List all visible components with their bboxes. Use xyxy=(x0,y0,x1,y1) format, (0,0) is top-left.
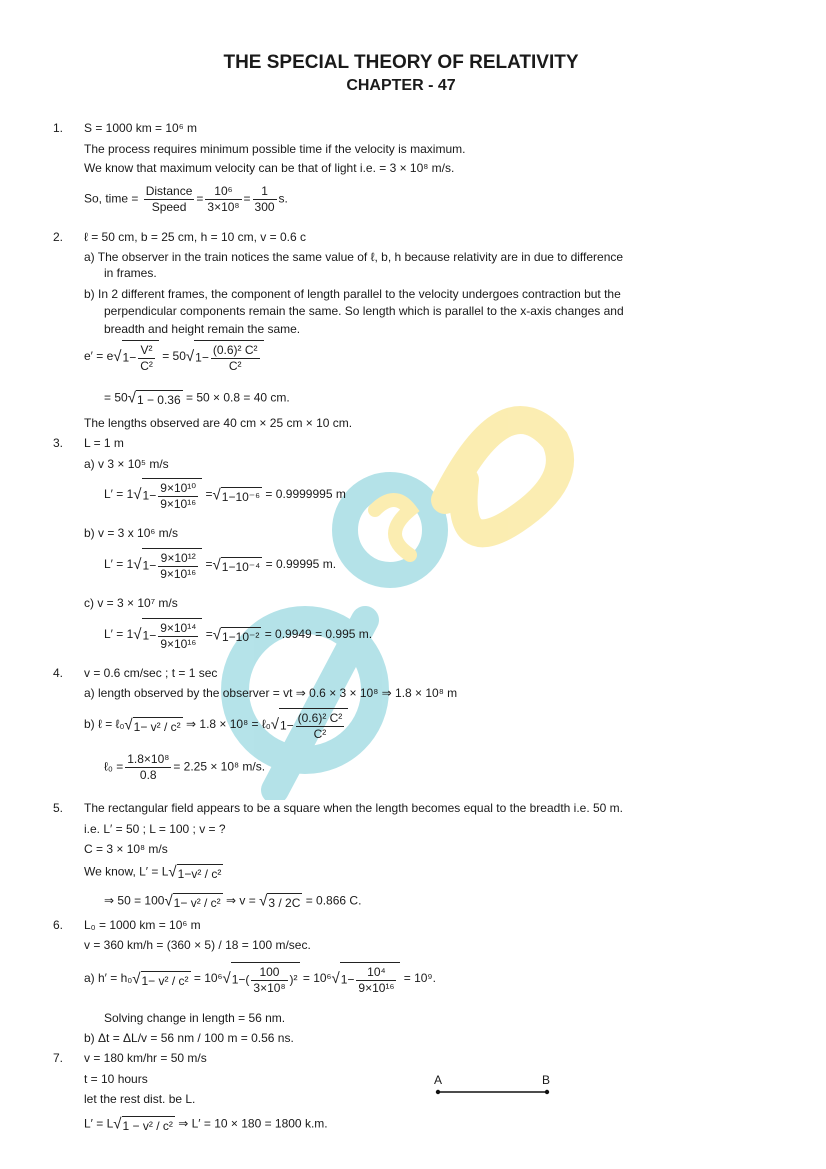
segment-diagram xyxy=(434,1073,554,1103)
math-term: 100 xyxy=(251,965,287,981)
text-line: c) v = 3 × 10⁷ m/s xyxy=(84,596,178,610)
math-term: 9×10¹² xyxy=(158,551,198,567)
fraction xyxy=(158,481,198,512)
equation xyxy=(104,752,265,783)
text-line: b) v = 3 x 10⁶ m/s xyxy=(84,526,178,540)
text-line: S = 1000 km = 10⁶ m xyxy=(84,121,197,135)
page-title: THE SPECIAL THEORY OF RELATIVITY xyxy=(223,52,579,73)
text-line: ℓ = 50 cm, b = 25 cm, h = 10 cm, v = 0.6 c xyxy=(84,230,306,244)
math-term: √ xyxy=(133,626,142,643)
math-term xyxy=(142,478,203,512)
text-line: The lengths observed are 40 cm × 25 cm × 10 cm. xyxy=(84,416,353,430)
math-term: a) h′ = h₀ xyxy=(84,971,133,986)
equation xyxy=(84,184,288,215)
text-line: in frames. xyxy=(104,266,157,280)
math-term xyxy=(231,962,300,996)
square-root xyxy=(213,487,263,504)
question-number: 6. xyxy=(53,918,64,932)
math-term: 1−10⁻⁶ xyxy=(221,487,262,504)
fraction xyxy=(158,551,198,582)
math-term: ⇒ v = xyxy=(226,893,256,908)
math-term: 1− v² / c² xyxy=(133,717,183,734)
math-term: 1 − v² / c² xyxy=(122,1116,175,1133)
text-line: let the rest dist. be L. xyxy=(84,1092,196,1106)
text-line: perpendicular components remain the same. So length which is parallel to the x-axis changes and xyxy=(104,304,624,318)
math-term: 1.8×10⁸ xyxy=(127,752,170,766)
math-term: 3 / 2C xyxy=(267,893,302,910)
square-root xyxy=(332,962,401,996)
math-term: ℓ₀ = xyxy=(104,759,124,774)
math-term: L′ = L xyxy=(84,1116,114,1131)
segment-line xyxy=(434,1087,554,1097)
math-term: = 10⁶ xyxy=(302,971,332,986)
fraction xyxy=(144,184,195,215)
fraction xyxy=(356,965,396,996)
math-term: 1− xyxy=(195,350,209,365)
text-line: a) v 3 × 10⁵ m/s xyxy=(84,457,169,471)
text-line: a) length observed by the observer = vt ⇒ 0.6 × 3 × 10⁸ ⇒ 1.8 × 10⁸ m xyxy=(84,686,458,700)
math-term: ⇒ 1.8 × 10⁸ = ℓ₀ xyxy=(186,717,271,732)
math-term xyxy=(122,340,159,374)
math-term: √ xyxy=(168,863,177,881)
fraction xyxy=(211,343,260,374)
text-line: L₀ = 1000 km = 10⁶ m xyxy=(84,918,201,932)
math-term: 9×10¹⁶ xyxy=(160,637,197,651)
math-term: 1− xyxy=(122,350,137,365)
square-root xyxy=(124,717,182,734)
text-line: v = 0.6 cm/sec ; t = 1 sec xyxy=(84,666,218,680)
question-number: 5. xyxy=(53,801,64,815)
math-term: √ xyxy=(127,389,136,407)
math-term: 1 xyxy=(253,184,277,200)
math-term: √ xyxy=(331,970,340,987)
math-term: = xyxy=(205,487,213,502)
fraction xyxy=(296,711,345,742)
math-term: L′ = 1 xyxy=(104,557,134,572)
text-line: breadth and height remain the same. xyxy=(104,322,301,336)
square-root xyxy=(132,971,190,988)
equation xyxy=(84,340,264,374)
math-term: 1−( xyxy=(231,972,250,987)
math-term: C² xyxy=(140,359,153,373)
math-term: 9×10¹⁶ xyxy=(160,567,197,581)
math-term: √ xyxy=(164,892,173,910)
math-term: 10⁴ xyxy=(356,965,396,981)
square-root xyxy=(164,893,222,910)
equation xyxy=(104,893,361,910)
question-number: 4. xyxy=(53,666,64,680)
math-term: 1−10⁻² xyxy=(221,627,261,644)
math-term: 1− xyxy=(142,628,157,643)
math-term: L′ = 1 xyxy=(104,487,134,502)
square-root xyxy=(259,893,302,910)
math-term: Speed xyxy=(151,200,187,214)
math-term: 9×10¹⁶ xyxy=(160,497,197,511)
equation xyxy=(84,708,348,742)
question-number: 3. xyxy=(53,436,64,450)
math-term: = 0.9949 = 0.995 m. xyxy=(264,627,373,642)
math-term: V² xyxy=(138,343,155,359)
text-line: v = 180 km/hr = 50 m/s xyxy=(84,1051,207,1065)
math-term: )² xyxy=(289,972,298,987)
square-root xyxy=(113,1116,175,1133)
math-term: = xyxy=(205,557,213,572)
math-term: 0.8 xyxy=(139,768,157,782)
math-term: 1−v² / c² xyxy=(177,864,224,881)
text-line: v = 360 km/h = (360 × 5) / 18 = 100 m/sec. xyxy=(84,938,311,952)
math-term: = xyxy=(205,627,213,642)
math-term: C² xyxy=(313,727,327,741)
square-root xyxy=(186,340,264,374)
math-term: 1− xyxy=(279,718,294,733)
math-term: C² xyxy=(228,359,242,373)
equation xyxy=(84,864,223,881)
math-term: Distance xyxy=(145,184,193,198)
math-term: ⇒ 50 = 100 xyxy=(104,893,165,908)
fraction xyxy=(253,184,277,215)
equation xyxy=(104,548,336,582)
math-term: b) ℓ = ℓ₀ xyxy=(84,717,125,732)
math-term: √ xyxy=(212,486,221,503)
math-term: √ xyxy=(259,892,268,910)
text-line: L = 1 m xyxy=(84,436,124,450)
math-term: = xyxy=(196,191,204,206)
square-root xyxy=(213,557,263,574)
math-term: 1− xyxy=(340,972,355,987)
square-root xyxy=(133,618,202,652)
text-line: The process requires minimum possible time if the velocity is maximum. xyxy=(84,142,466,156)
math-term: 9×10¹⁶ xyxy=(358,981,395,995)
point-b-label: B xyxy=(542,1073,551,1087)
math-term: 10⁶ xyxy=(205,184,241,200)
math-term xyxy=(340,962,401,996)
math-term: = 50 xyxy=(162,349,186,364)
equation xyxy=(84,962,436,996)
chapter-label: CHAPTER - 47 xyxy=(346,77,456,94)
eq-text: So, time = xyxy=(84,191,139,206)
fraction xyxy=(138,343,155,374)
text-line: b) Δt = ΔL/v = 56 nm / 100 m = 0.56 ns. xyxy=(84,1031,294,1045)
math-term: = 0.99995 m. xyxy=(265,557,337,572)
fraction xyxy=(251,965,287,996)
question-number: 1. xyxy=(53,121,64,135)
math-term: 1− v² / c² xyxy=(173,893,223,910)
equation xyxy=(104,390,290,407)
square-root xyxy=(128,390,183,407)
math-term: √ xyxy=(132,970,141,987)
text-line: C = 3 × 10⁸ m/s xyxy=(84,842,168,856)
text-line: We know that maximum velocity can be that of light i.e. = 3 × 10⁸ m/s. xyxy=(84,161,455,175)
math-term xyxy=(194,340,263,374)
square-root xyxy=(168,864,223,881)
equation xyxy=(104,618,372,652)
question-number: 2. xyxy=(53,230,64,244)
math-term: = 2.25 × 10⁸ m/s. xyxy=(173,759,266,774)
text-line: a) The observer in the train notices the same value of ℓ, b, h because relativity are in due to difference xyxy=(84,250,624,264)
math-term xyxy=(142,548,203,582)
fraction xyxy=(158,621,198,652)
square-root xyxy=(213,627,262,644)
math-term: We know, L′ = L xyxy=(84,864,169,879)
math-term: √ xyxy=(113,348,122,365)
math-term: √ xyxy=(212,626,221,643)
text-line: i.e. L′ = 50 ; L = 100 ; v = ? xyxy=(84,822,226,836)
math-term: 1− xyxy=(142,488,157,503)
equation xyxy=(104,478,346,512)
point-a-label: A xyxy=(434,1073,443,1087)
math-term: 3×10⁸ xyxy=(207,200,240,214)
math-term: s. xyxy=(278,191,288,206)
math-term: = 10⁹. xyxy=(403,971,436,986)
text-line: The rectangular field appears to be a square when the length becomes equal to the breadth i.e. 50 m. xyxy=(84,801,624,815)
math-term: 1 − 0.36 xyxy=(136,390,183,407)
math-term: √ xyxy=(133,556,142,573)
fraction xyxy=(205,184,241,215)
math-term: 1− v² / c² xyxy=(141,971,191,988)
math-term xyxy=(279,708,348,742)
math-term: = xyxy=(243,191,251,206)
math-term: 9×10¹⁰ xyxy=(158,481,198,497)
square-root xyxy=(133,548,202,582)
math-term: 300 xyxy=(254,200,275,214)
math-term: √ xyxy=(185,348,195,365)
math-term: = 0.866 C. xyxy=(305,893,362,908)
math-term: √ xyxy=(113,1115,122,1133)
math-term: = 0.9999995 m xyxy=(265,487,346,502)
math-term: √ xyxy=(212,556,221,573)
math-term: 9×10¹⁴ xyxy=(160,621,197,635)
fraction xyxy=(125,752,171,783)
text-line: Solving change in length = 56 nm. xyxy=(104,1011,286,1025)
math-term: √ xyxy=(133,486,142,503)
math-term: L′ = 1 xyxy=(104,627,134,642)
math-term: 3×10⁸ xyxy=(253,981,286,995)
math-term: = 10⁶ xyxy=(193,971,223,986)
math-term: 1−10⁻⁴ xyxy=(221,557,263,574)
math-term: √ xyxy=(222,970,231,987)
math-term: (0.6)² C² xyxy=(212,343,258,357)
math-term: √ xyxy=(124,716,133,733)
text-line: b) In 2 different frames, the component of length parallel to the velocity undergoes contraction but the xyxy=(84,287,621,301)
square-root xyxy=(113,340,159,374)
text-line: t = 10 hours xyxy=(84,1072,148,1086)
math-term xyxy=(142,618,203,652)
math-term: e′ = e xyxy=(84,349,114,364)
math-term: = 50 × 0.8 = 40 cm. xyxy=(186,390,290,405)
square-root xyxy=(133,478,202,512)
square-root xyxy=(223,962,300,996)
math-term: ⇒ L′ = 10 × 180 = 1800 k.m. xyxy=(178,1116,328,1131)
math-term: 1− xyxy=(142,558,157,573)
math-term: (0.6)² C² xyxy=(297,711,343,725)
equation xyxy=(84,1116,328,1133)
math-term: √ xyxy=(270,716,279,733)
square-root xyxy=(271,708,349,742)
question-number: 7. xyxy=(53,1051,64,1065)
math-term: = 50 xyxy=(104,390,128,405)
